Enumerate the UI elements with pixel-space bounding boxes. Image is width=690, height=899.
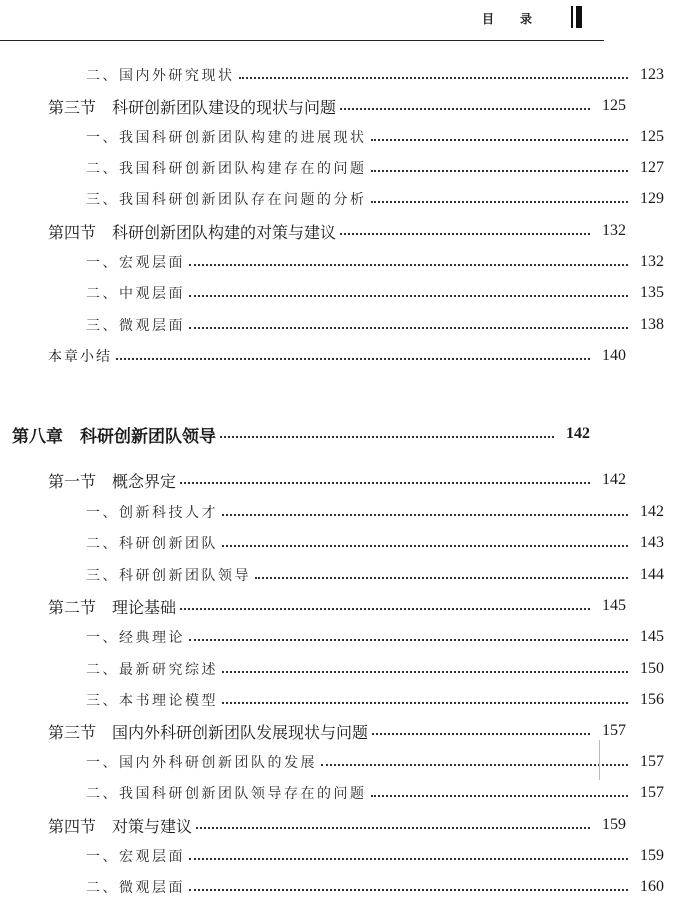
toc-entry-section[interactable] (0, 219, 652, 243)
toc-page-number: 142 (602, 471, 626, 488)
toc-page-number: 157 (640, 784, 664, 801)
toc-page-number: 157 (602, 722, 626, 739)
toc-entry-item[interactable] (0, 781, 690, 805)
dot-leader (321, 764, 628, 766)
toc-entry-title: 二、微观层面 (86, 880, 185, 896)
toc-entry-item[interactable] (0, 750, 690, 774)
dot-leader (371, 201, 629, 203)
running-header (0, 0, 604, 41)
toc-entry-section[interactable] (0, 468, 652, 492)
dot-leader (222, 671, 628, 673)
dot-leader (222, 514, 628, 516)
toc-entry-title: 三、我国科研创新团队存在问题的分析 (86, 192, 367, 208)
toc-page-number: 138 (640, 316, 664, 333)
toc-entry-item[interactable] (0, 844, 690, 868)
toc-entry-title: 一、国内外科研创新团队的发展 (86, 755, 317, 771)
toc-entry-item[interactable] (0, 313, 690, 337)
dot-leader (340, 108, 590, 110)
toc-page-number: 140 (602, 347, 626, 364)
toc-entry-section[interactable] (0, 719, 652, 743)
toc-entry-item[interactable] (0, 63, 690, 87)
dot-leader (371, 795, 629, 797)
toc-entry-item[interactable] (0, 625, 690, 649)
toc-page-number: 156 (640, 691, 664, 708)
dot-leader (371, 170, 629, 172)
dot-leader (239, 77, 629, 79)
toc-entry-title: 第四节 对策与建议 (48, 816, 193, 836)
dot-leader (180, 608, 590, 610)
toc-entry-title: 第四节 科研创新团队构建的对策与建议 (48, 222, 337, 242)
dot-leader (116, 358, 590, 360)
toc-page-number: 123 (640, 66, 664, 83)
toc-entry-title: 第一节 概念界定 (48, 471, 177, 491)
toc-entry-summary[interactable] (0, 344, 652, 368)
toc-page-number: 145 (640, 628, 664, 645)
toc-page-number: 150 (640, 660, 664, 677)
toc-page-number: 142 (566, 425, 590, 442)
toc-entry-title: 三、微观层面 (86, 318, 185, 334)
toc-page-number: 132 (640, 253, 664, 270)
dot-leader (189, 889, 628, 891)
toc-entry-title: 三、本书理论模型 (86, 693, 218, 709)
toc-page-number: 143 (640, 534, 664, 551)
toc-entry-item[interactable] (0, 187, 690, 211)
dot-leader (189, 327, 628, 329)
toc-entry-title: 一、宏观层面 (86, 255, 185, 271)
toc-entry-item[interactable] (0, 875, 690, 899)
toc-entry-title: 二、最新研究综述 (86, 662, 218, 678)
dot-leader (371, 139, 629, 141)
toc-page-number: 159 (602, 816, 626, 833)
toc-entry-title: 一、创新科技人才 (86, 505, 218, 521)
toc-entry-item[interactable] (0, 500, 690, 524)
dot-leader (372, 733, 590, 735)
dot-leader (189, 295, 628, 297)
toc-entry-item[interactable] (0, 281, 690, 305)
toc-page-number: 159 (640, 847, 664, 864)
scrollbar[interactable] (599, 740, 604, 780)
dot-leader (189, 858, 628, 860)
dot-leader (222, 545, 628, 547)
toc-page-number: 125 (640, 128, 664, 145)
toc-entry-title: 二、中观层面 (86, 286, 185, 302)
toc-entry-title: 本章小结 (48, 349, 112, 365)
dot-leader (196, 827, 590, 829)
toc-entry-title: 二、我国科研创新团队领导存在的问题 (86, 786, 367, 802)
toc-page-number: 132 (602, 222, 626, 239)
toc-entry-title: 第二节 理论基础 (48, 597, 177, 617)
toc-entry-title: 二、我国科研创新团队构建存在的问题 (86, 161, 367, 177)
toc-entry-item[interactable] (0, 531, 690, 555)
toc-entry-item[interactable] (0, 657, 690, 681)
dot-leader (189, 639, 628, 641)
toc-page-number: 142 (640, 503, 664, 520)
dot-leader (340, 233, 590, 235)
toc-entry-item[interactable] (0, 125, 690, 149)
toc-entry-title: 二、国内外研究现状 (86, 68, 235, 84)
toc-page-number: 160 (640, 878, 664, 895)
header-bar-mark (576, 6, 582, 28)
toc-page-number: 145 (602, 597, 626, 614)
toc-entry-title: 二、科研创新团队 (86, 536, 218, 552)
toc-entry-title: 三、科研创新团队领导 (86, 568, 251, 584)
toc-entry-item[interactable] (0, 688, 690, 712)
dot-leader (222, 702, 628, 704)
toc-page-number: 127 (640, 159, 664, 176)
toc-entry-item[interactable] (0, 156, 690, 180)
toc-page-number: 144 (640, 566, 664, 583)
toc-entry-item[interactable] (0, 250, 690, 274)
toc-page-number: 135 (640, 284, 664, 301)
dot-leader (189, 264, 628, 266)
toc-entry-title: 一、我国科研创新团队构建的进展现状 (86, 130, 367, 146)
toc-page-number: 157 (640, 753, 664, 770)
dot-leader (255, 577, 628, 579)
toc-entry-title: 第八章 科研创新团队领导 (12, 426, 216, 447)
header-title: 目录 (481, 12, 558, 26)
dot-leader (180, 482, 590, 484)
toc-entry-item[interactable] (0, 563, 690, 587)
toc-entry-title: 一、经典理论 (86, 630, 185, 646)
toc-entry-section[interactable] (0, 594, 652, 618)
toc-entry-section[interactable] (0, 813, 652, 837)
toc-entry-chapter[interactable] (0, 422, 616, 446)
toc-entry-title: 一、宏观层面 (86, 849, 185, 865)
toc-entry-title: 第三节 国内外科研创新团队发展现状与问题 (48, 722, 369, 742)
toc-entry-section[interactable] (0, 94, 652, 118)
toc-page-number: 129 (640, 190, 664, 207)
toc-entry-title: 第三节 科研创新团队建设的现状与问题 (48, 97, 337, 117)
dot-leader (220, 436, 554, 438)
toc-page-number: 125 (602, 97, 626, 114)
